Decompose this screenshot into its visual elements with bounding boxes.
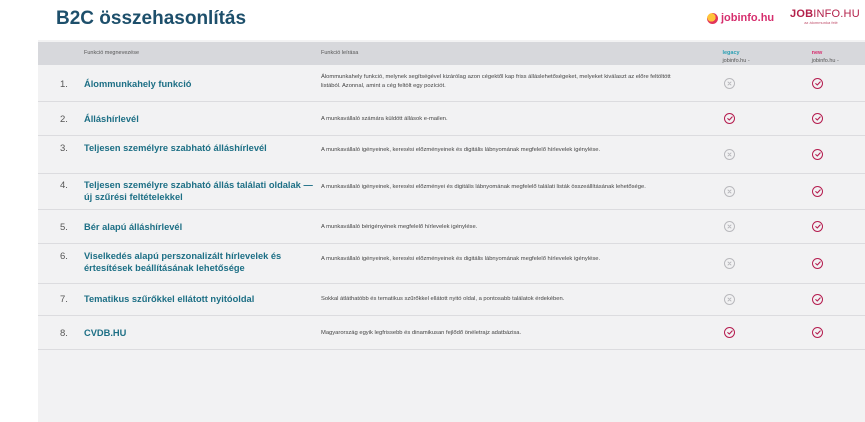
feature-name: Álláshírlevél [84,114,139,124]
unavailable-icon [724,149,735,160]
column-header-new-prefix: jobinfo.hu - [811,58,839,64]
table-row [38,66,865,102]
column-header-description: Funkció leírása [321,50,359,56]
feature-description: A munkavállaló igényeinek, keresési előzményei és digitális lábnyomának megfelelő találati listák összeállításának lehetősége. [321,184,646,190]
check-icon [812,113,823,124]
column-header-legacy-prefix: jobinfo.hu - [722,58,750,64]
jobinfo-new-logo [790,8,860,26]
feature-description: A munkavállaló igényeinek, keresési előzményeinek és digitális lábnyomának megfelelő hírlevelek igénylése. [321,256,601,262]
feature-description: Sokkal átláthatóbb és tematikus szűrőkkel ellátott nyitó oldal, a pontosabb találatok érdekében. [321,296,565,302]
column-header-new [786,50,848,64]
feature-name: Teljesen személyre szabható álláshírlevél [84,143,267,153]
check-icon [812,327,823,338]
unavailable-icon [724,258,735,269]
feature-description: A munkavállaló igényeinek, keresési előzményeinek és digitális lábnyomának megfelelő hírlevelek igénylése. [321,147,601,153]
check-icon [812,294,823,305]
table-row [38,210,865,244]
unavailable-icon [724,78,735,89]
row-number: 1. [60,79,68,90]
feature-description: Magyarország egyik legfrissebb és dinamikusan fejlődő önéletrajz adatbázisa. [321,330,522,336]
check-icon [812,186,823,197]
column-header-legacy-suffix: legacy [722,50,740,56]
row-number: 7. [60,294,68,305]
check-icon [812,221,823,232]
jobinfo-legacy-logo-text: jobinfo.hu [721,12,775,24]
feature-description: Álommunkahely funkció, melynek segítségével kizárólag azon cégektől kap friss álláslehetőségeket, melyeket kiválaszt az előre feltöltött listából. Azonnal, amint a cég feltölt egy pozíciót. [321,74,671,89]
table-header [38,42,865,65]
row-number: 5. [60,222,68,233]
column-header-legacy [697,50,765,64]
check-icon [812,149,823,160]
feature-name: Bér alapú álláshírlevél [84,222,183,232]
jobinfo-new-logo-thin: INFO.HU [813,8,860,20]
unavailable-icon [724,221,735,232]
jobinfo-new-logo-bold: JOB [790,8,814,20]
check-icon [812,78,823,89]
table-row [38,244,865,284]
comparison-slide [38,0,865,422]
table-row [38,316,865,350]
feature-description: A munkavállaló számára küldött állások e-mailen. [321,116,448,122]
table-row [38,102,865,136]
feature-name: CVDB.HU [84,328,127,338]
check-icon [724,113,735,124]
feature-name: Teljesen személyre szabható állás találati oldalak — új szűrési feltételekkel [84,180,313,202]
row-number: 6. [60,251,68,262]
feature-name: Álommunkahely funkció [84,79,192,89]
slide-header [38,0,865,40]
feature-name: Tematikus szűrőkkel ellátott nyitóoldal [84,294,255,304]
bulb-icon [707,13,718,24]
feature-name: Viselkedés alapú perszonalizált hírlevelek és értesítések beállításának lehetősége [84,251,282,273]
table-row [38,174,865,210]
column-header-new-suffix: new [811,50,823,56]
row-number: 3. [60,143,68,154]
check-icon [812,258,823,269]
check-icon [724,327,735,338]
table-row [38,284,865,316]
unavailable-icon [724,186,735,197]
jobinfo-legacy-logo [707,12,774,24]
row-number: 2. [60,114,68,125]
feature-description: A munkavállaló bérigényének megfelelő hírlevelek igénylése. [321,224,478,230]
page-title: B2C összehasonlítás [56,8,247,29]
table-row [38,136,865,174]
column-header-name: Funkció megnevezése [84,50,140,56]
row-number: 8. [60,328,68,339]
unavailable-icon [724,294,735,305]
row-number: 4. [60,180,68,191]
jobinfo-new-logo-tagline: az álommunka felé [804,20,838,25]
